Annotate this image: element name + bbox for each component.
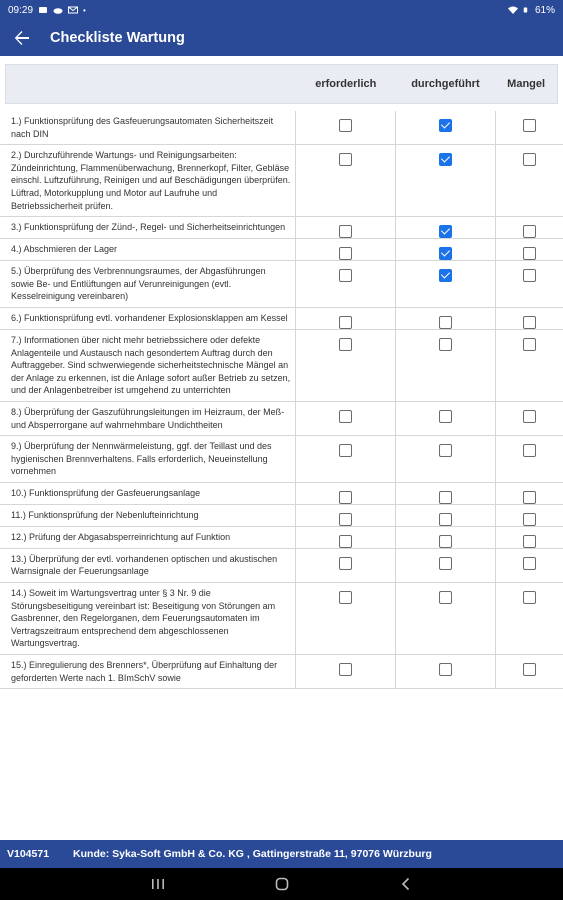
cell-durchgefuehrt <box>396 330 496 401</box>
checklist-item-text: 13.) Überprüfung der evtl. vorhandenen optischen und akustischen Warnsignale der Feuerungsanlage <box>0 549 296 582</box>
table-row <box>0 583 563 655</box>
table-row <box>0 330 563 402</box>
mangel-checkbox[interactable] <box>523 491 536 504</box>
erforderlich-checkbox[interactable] <box>339 513 352 526</box>
erforderlich-checkbox[interactable] <box>339 119 352 132</box>
table-row <box>0 145 563 217</box>
arrow-back-icon <box>14 30 30 46</box>
checklist-item-text: 8.) Überprüfung der Gaszuführungsleitungen im Heizraum, der Meß- und Absperrorgane auf wahrnehmbare Undichtheiten <box>0 402 296 435</box>
recent-apps-icon <box>151 878 165 890</box>
table-row <box>0 527 563 549</box>
cell-mangel <box>496 217 563 238</box>
durchgefuehrt-checkbox[interactable] <box>439 269 452 282</box>
table-row <box>0 436 563 483</box>
battery-icon <box>523 6 530 14</box>
page-title: Checkliste Wartung <box>50 30 185 46</box>
cell-mangel <box>496 330 563 401</box>
wifi-icon <box>508 6 518 14</box>
erforderlich-checkbox[interactable] <box>339 338 352 351</box>
mangel-checkbox[interactable] <box>523 535 536 548</box>
mangel-checkbox[interactable] <box>523 119 536 132</box>
cell-erforderlich <box>296 239 396 260</box>
mangel-checkbox[interactable] <box>523 269 536 282</box>
durchgefuehrt-checkbox[interactable] <box>439 119 452 132</box>
erforderlich-checkbox[interactable] <box>339 444 352 457</box>
cell-erforderlich <box>296 436 396 482</box>
checklist-item-text: 4.) Abschmieren der Lager <box>0 239 296 260</box>
table-row <box>0 261 563 308</box>
cell-durchgefuehrt <box>396 505 496 526</box>
durchgefuehrt-checkbox[interactable] <box>439 591 452 604</box>
cell-durchgefuehrt <box>396 436 496 482</box>
durchgefuehrt-checkbox[interactable] <box>439 513 452 526</box>
recent-apps-button[interactable] <box>96 868 220 900</box>
erforderlich-checkbox[interactable] <box>339 591 352 604</box>
cell-mangel <box>496 655 563 688</box>
battery-level: 61% <box>534 4 555 16</box>
cell-erforderlich <box>296 483 396 504</box>
cell-durchgefuehrt <box>396 527 496 548</box>
cell-durchgefuehrt <box>396 583 496 654</box>
table-row <box>0 217 563 239</box>
durchgefuehrt-checkbox[interactable] <box>439 316 452 329</box>
durchgefuehrt-checkbox[interactable] <box>439 225 452 238</box>
durchgefuehrt-checkbox[interactable] <box>439 410 452 423</box>
cell-durchgefuehrt <box>396 111 496 144</box>
mail-icon <box>68 6 78 14</box>
cell-mangel <box>496 261 563 307</box>
cell-durchgefuehrt <box>396 217 496 238</box>
status-time: 09:29 <box>8 4 34 16</box>
status-bar <box>0 0 563 20</box>
back-nav-button[interactable] <box>344 868 468 900</box>
erforderlich-checkbox[interactable] <box>339 535 352 548</box>
mangel-checkbox[interactable] <box>523 225 536 238</box>
erforderlich-checkbox[interactable] <box>339 316 352 329</box>
cell-erforderlich <box>296 308 396 329</box>
table-row <box>0 111 563 145</box>
system-nav-bar <box>0 868 563 900</box>
chevron-left-icon <box>401 877 411 891</box>
erforderlich-checkbox[interactable] <box>339 247 352 260</box>
checklist-item-text: 10.) Funktionsprüfung der Gasfeuerungsanlage <box>0 483 296 504</box>
mangel-checkbox[interactable] <box>523 153 536 166</box>
durchgefuehrt-checkbox[interactable] <box>439 557 452 570</box>
mangel-checkbox[interactable] <box>523 410 536 423</box>
mangel-checkbox[interactable] <box>523 663 536 676</box>
cell-durchgefuehrt <box>396 308 496 329</box>
durchgefuehrt-checkbox[interactable] <box>439 153 452 166</box>
checklist-rows <box>0 111 563 689</box>
checklist-item-text: 7.) Informationen über nicht mehr betriebssichere oder defekte Anlagenteile und Austausch nach gesondertem Auftrag durch den Auftraggeber. Sind schwerwiegende sicherheitstechnische Mängel an der Anlage zu erkennen, ist die Anlage sofort außer Betrieb zu setzen, und der Anlagenbetreiber ist umgehend zu unterrichten <box>0 330 296 401</box>
erforderlich-checkbox[interactable] <box>339 663 352 676</box>
cell-erforderlich <box>296 261 396 307</box>
back-button[interactable] <box>0 20 44 56</box>
checklist-item-text: 14.) Soweit im Wartungsvertrag unter § 3 Nr. 9 die Störungsbeseitigung vereinbart ist: Beseitigung von Störungen am Gasbrenner, den Regelorganen, dem Feuerungsautomaten im Vertragszeitraum entsprechend dem abgeschlossenen Wartungsvertrag. <box>0 583 296 654</box>
erforderlich-checkbox[interactable] <box>339 410 352 423</box>
header-durchgefuehrt: durchgeführt <box>411 78 480 90</box>
cell-durchgefuehrt <box>396 402 496 435</box>
mangel-checkbox[interactable] <box>523 591 536 604</box>
checklist-item-text: 5.) Überprüfung des Verbrennungsraumes, der Abgasführungen sowie Be- und Entlüftungen auf Verunreinigungen (evtl. Kesselreinigung vereinbaren) <box>0 261 296 307</box>
more-notifications-dot: • <box>83 5 86 15</box>
cell-mangel <box>496 527 563 548</box>
cell-mangel <box>496 402 563 435</box>
cell-mangel <box>496 583 563 654</box>
checklist-item-text: 11.) Funktionsprüfung der Nebenlufteinrichtung <box>0 505 296 526</box>
erforderlich-checkbox[interactable] <box>339 491 352 504</box>
durchgefuehrt-checkbox[interactable] <box>439 535 452 548</box>
checklist-item-text: 6.) Funktionsprüfung evtl. vorhandener Explosionsklappen am Kessel <box>0 308 296 329</box>
table-row <box>0 655 563 689</box>
durchgefuehrt-checkbox[interactable] <box>439 247 452 260</box>
cell-mangel <box>496 483 563 504</box>
cell-erforderlich <box>296 402 396 435</box>
customer-info: Kunde: Syka-Soft GmbH & Co. KG , Gattingerstraße 11, 97076 Würzburg <box>73 848 432 860</box>
cell-mangel <box>496 145 563 216</box>
cell-durchgefuehrt <box>396 239 496 260</box>
cell-erforderlich <box>296 111 396 144</box>
mangel-checkbox[interactable] <box>523 316 536 329</box>
table-row <box>0 239 563 261</box>
durchgefuehrt-checkbox[interactable] <box>439 491 452 504</box>
cell-mangel <box>496 505 563 526</box>
table-row <box>0 549 563 583</box>
table-row <box>0 308 563 330</box>
durchgefuehrt-checkbox[interactable] <box>439 338 452 351</box>
durchgefuehrt-checkbox[interactable] <box>439 444 452 457</box>
header-mangel: Mangel <box>507 78 546 90</box>
table-row <box>0 402 563 436</box>
mangel-checkbox[interactable] <box>523 513 536 526</box>
cell-mangel <box>496 436 563 482</box>
mangel-checkbox[interactable] <box>523 444 536 457</box>
table-row <box>0 505 563 527</box>
cell-durchgefuehrt <box>396 145 496 216</box>
cell-mangel <box>496 111 563 144</box>
cell-erforderlich <box>296 527 396 548</box>
customer-footer <box>0 840 563 868</box>
cloud-icon <box>53 6 63 14</box>
app-bar <box>0 20 563 56</box>
checklist-item-text: 9.) Überprüfung der Nennwärmeleistung, ggf. der Teillast und des hygienischen Brennverhaltens. Falls erforderlich, Neueinstellung vornehmen <box>0 436 296 482</box>
checklist-table[interactable] <box>0 56 563 840</box>
cell-erforderlich <box>296 217 396 238</box>
cell-durchgefuehrt <box>396 483 496 504</box>
erforderlich-checkbox[interactable] <box>339 153 352 166</box>
table-header <box>5 64 558 104</box>
cell-erforderlich <box>296 583 396 654</box>
cell-durchgefuehrt <box>396 655 496 688</box>
checklist-item-text: 12.) Prüfung der Abgasabsperreinrichtung auf Funktion <box>0 527 296 548</box>
checklist-item-text: 3.) Funktionsprüfung der Zünd-, Regel- und Sicherheitseinrichtungen <box>0 217 296 238</box>
header-erforderlich: erforderlich <box>315 78 377 90</box>
checklist-item-text: 15.) Einregulierung des Brenners*, Überprüfung auf Einhaltung der geforderten Werte nach 1. BImSchV sowie <box>0 655 296 688</box>
order-id: V104571 <box>7 848 50 860</box>
checklist-item-text: 1.) Funktionsprüfung des Gasfeuerungsautomaten Sicherheitszeit nach DIN <box>0 111 296 144</box>
cell-erforderlich <box>296 330 396 401</box>
checklist-item-text: 2.) Durchzuführende Wartungs- und Reinigungsarbeiten: Zündeinrichtung, Flammenüberwachung, Brennerkopf, Filter, Gebläse einschl. Luftzuführung, Reinigen und auf Beschädigungen überprüfen. Lüftrad, Motorkupplung und Motor auf Laufruhe und Betriebssicherheit prüfen. <box>0 145 296 216</box>
home-icon <box>275 877 289 891</box>
home-button[interactable] <box>220 868 344 900</box>
table-row <box>0 483 563 505</box>
cell-erforderlich <box>296 505 396 526</box>
notification-icon <box>38 6 48 14</box>
mangel-checkbox[interactable] <box>523 247 536 260</box>
cell-mangel <box>496 308 563 329</box>
durchgefuehrt-checkbox[interactable] <box>439 663 452 676</box>
erforderlich-checkbox[interactable] <box>339 225 352 238</box>
cell-durchgefuehrt <box>396 549 496 582</box>
mangel-checkbox[interactable] <box>523 338 536 351</box>
mangel-checkbox[interactable] <box>523 557 536 570</box>
cell-durchgefuehrt <box>396 261 496 307</box>
erforderlich-checkbox[interactable] <box>339 557 352 570</box>
cell-erforderlich <box>296 549 396 582</box>
cell-mangel <box>496 549 563 582</box>
cell-mangel <box>496 239 563 260</box>
cell-erforderlich <box>296 655 396 688</box>
cell-erforderlich <box>296 145 396 216</box>
erforderlich-checkbox[interactable] <box>339 269 352 282</box>
